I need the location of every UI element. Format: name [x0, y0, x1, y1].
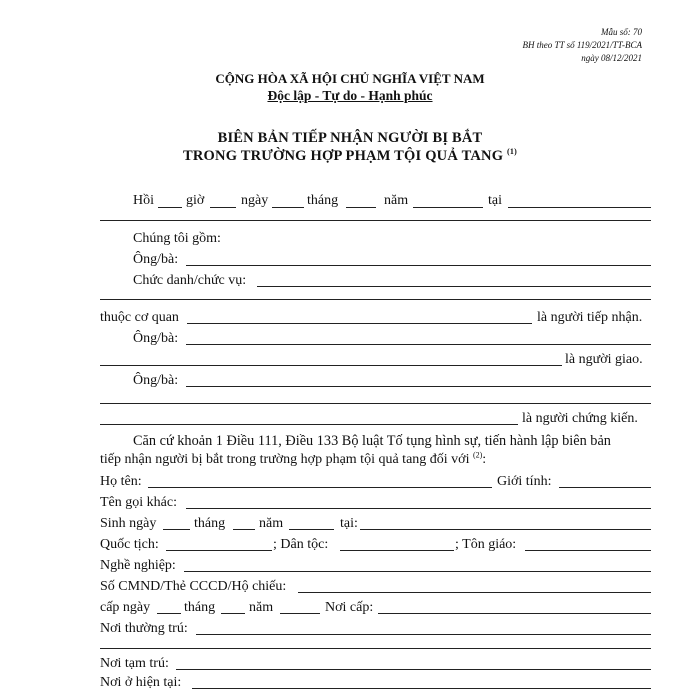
- footnote-1: (1): [507, 147, 517, 157]
- blank-nghe-nghiep[interactable]: [184, 571, 651, 572]
- blank-ong-ba-2[interactable]: [186, 344, 651, 345]
- blank-cap-ngay[interactable]: [157, 613, 181, 614]
- blank-hien-tai[interactable]: [192, 688, 651, 689]
- label-cap-nam: năm: [249, 600, 274, 615]
- blank-hoi[interactable]: [158, 207, 182, 208]
- blank-sinh-thang[interactable]: [233, 529, 255, 530]
- blank-sinh-nam[interactable]: [289, 529, 334, 530]
- label-hien-tai: Nơi ở hiện tại:: [100, 675, 182, 690]
- members-intro: Chúng tôi gồm:: [133, 231, 221, 246]
- blank-ong-ba-3-line3[interactable]: [100, 424, 518, 425]
- blank-tai[interactable]: [508, 207, 651, 208]
- label-nguoi-tiep-nhan: là người tiếp nhận.: [537, 310, 643, 325]
- label-quoc-tich: Quốc tịch:: [100, 537, 159, 552]
- blank-ten-goi-khac[interactable]: [186, 508, 651, 509]
- blank-ong-ba-1[interactable]: [186, 265, 651, 266]
- label-so-cmnd: Số CMND/Thẻ CCCD/Hộ chiếu:: [100, 579, 287, 594]
- label-ong-ba-3: Ông/bà:: [133, 373, 179, 388]
- blank-ong-ba-3-continued[interactable]: [100, 403, 651, 404]
- label-tam-tru: Nơi tạm trú:: [100, 656, 169, 671]
- basis-line-1: Căn cứ khoản 1 Điều 111, Điều 133 Bộ luật Tố tụng hình sự, tiến hành lập biên bản: [133, 433, 611, 449]
- blank-gio[interactable]: [210, 207, 236, 208]
- blank-tam-tru[interactable]: [176, 669, 651, 670]
- blank-noi-cap[interactable]: [378, 613, 651, 614]
- blank-quoc-tich[interactable]: [166, 550, 272, 551]
- blank-cap-nam[interactable]: [280, 613, 320, 614]
- blank-thuong-tru[interactable]: [196, 634, 651, 635]
- form-number: Mẫu số: 70: [601, 27, 642, 37]
- label-thuong-tru: Nơi thường trú:: [100, 621, 188, 636]
- label-ngay: ngày: [241, 193, 269, 208]
- label-sinh-thang: tháng: [194, 516, 226, 531]
- label-sinh-tai: tại:: [340, 516, 358, 531]
- label-nguoi-chung-kien: là người chứng kiến.: [522, 411, 638, 426]
- blank-sinh-tai[interactable]: [360, 529, 651, 530]
- label-ten-goi-khac: Tên gọi khác:: [100, 495, 177, 510]
- label-thang: tháng: [307, 193, 339, 208]
- blank-ngay[interactable]: [272, 207, 304, 208]
- label-gio: giờ: [186, 193, 205, 208]
- blank-dan-toc[interactable]: [340, 550, 454, 551]
- label-nghe-nghiep: Nghề nghiệp:: [100, 558, 176, 573]
- label-noi-cap: Nơi cấp:: [325, 600, 374, 615]
- label-nguoi-giao: là người giao.: [565, 352, 643, 367]
- national-title: CỘNG HÒA XÃ HỘI CHỦ NGHĨA VIỆT NAM: [215, 71, 485, 86]
- blank-co-quan[interactable]: [187, 323, 532, 324]
- blank-chuc-danh-continued[interactable]: [100, 299, 651, 300]
- label-dan-toc: ; Dân tộc:: [273, 537, 329, 552]
- label-ong-ba-2: Ông/bà:: [133, 331, 179, 346]
- label-thuoc-co-quan: thuộc cơ quan: [100, 310, 179, 325]
- blank-so-cmnd[interactable]: [298, 592, 651, 593]
- label-ong-ba-1: Ông/bà:: [133, 252, 179, 267]
- blank-cap-thang[interactable]: [221, 613, 245, 614]
- label-ho-ten: Họ tên:: [100, 474, 142, 489]
- blank-sinh-ngay[interactable]: [163, 529, 190, 530]
- label-hoi: Hồi: [133, 193, 154, 208]
- footnote-2: (2): [472, 450, 483, 460]
- basis-line-2: tiếp nhận người bị bắt trong trường hợp phạm tội quả tang đối với $^{(2)}$:: [100, 450, 487, 467]
- national-motto: Độc lập - Tự do - Hạnh phúc: [267, 88, 433, 103]
- label-nam: năm: [384, 193, 409, 208]
- document-title-line1: BIÊN BẢN TIẾP NHẬN NGƯỜI BỊ BẮT: [217, 130, 483, 146]
- label-sinh-ngay: Sinh ngày: [100, 516, 157, 531]
- label-cap-thang: tháng: [184, 600, 216, 615]
- blank-thang[interactable]: [346, 207, 376, 208]
- blank-ton-giao[interactable]: [525, 550, 651, 551]
- label-tai: tại: [488, 193, 502, 208]
- blank-ong-ba-3[interactable]: [186, 386, 651, 387]
- blank-tai-continued[interactable]: [100, 220, 651, 221]
- label-gioi-tinh: Giới tính:: [497, 474, 552, 489]
- blank-thuong-tru-continued[interactable]: [100, 648, 651, 649]
- blank-gioi-tinh[interactable]: [559, 487, 651, 488]
- issuing-circular: BH theo TT số 119/2021/TT-BCA: [522, 40, 642, 50]
- document-title-line2: TRONG TRƯỜNG HỢP PHẠM TỘI QUẢ TANG $^{(1)}$: [183, 147, 517, 164]
- label-ton-giao: ; Tôn giáo:: [455, 537, 517, 552]
- blank-ho-ten[interactable]: [148, 487, 492, 488]
- blank-nam[interactable]: [413, 207, 483, 208]
- label-cap-ngay: cấp ngày: [100, 600, 151, 615]
- label-chuc-danh: Chức danh/chức vụ:: [133, 273, 247, 288]
- blank-chuc-danh[interactable]: [257, 286, 651, 287]
- label-sinh-nam: năm: [259, 516, 284, 531]
- circular-date: ngày 08/12/2021: [581, 53, 642, 63]
- blank-ong-ba-2-continued[interactable]: [100, 365, 562, 366]
